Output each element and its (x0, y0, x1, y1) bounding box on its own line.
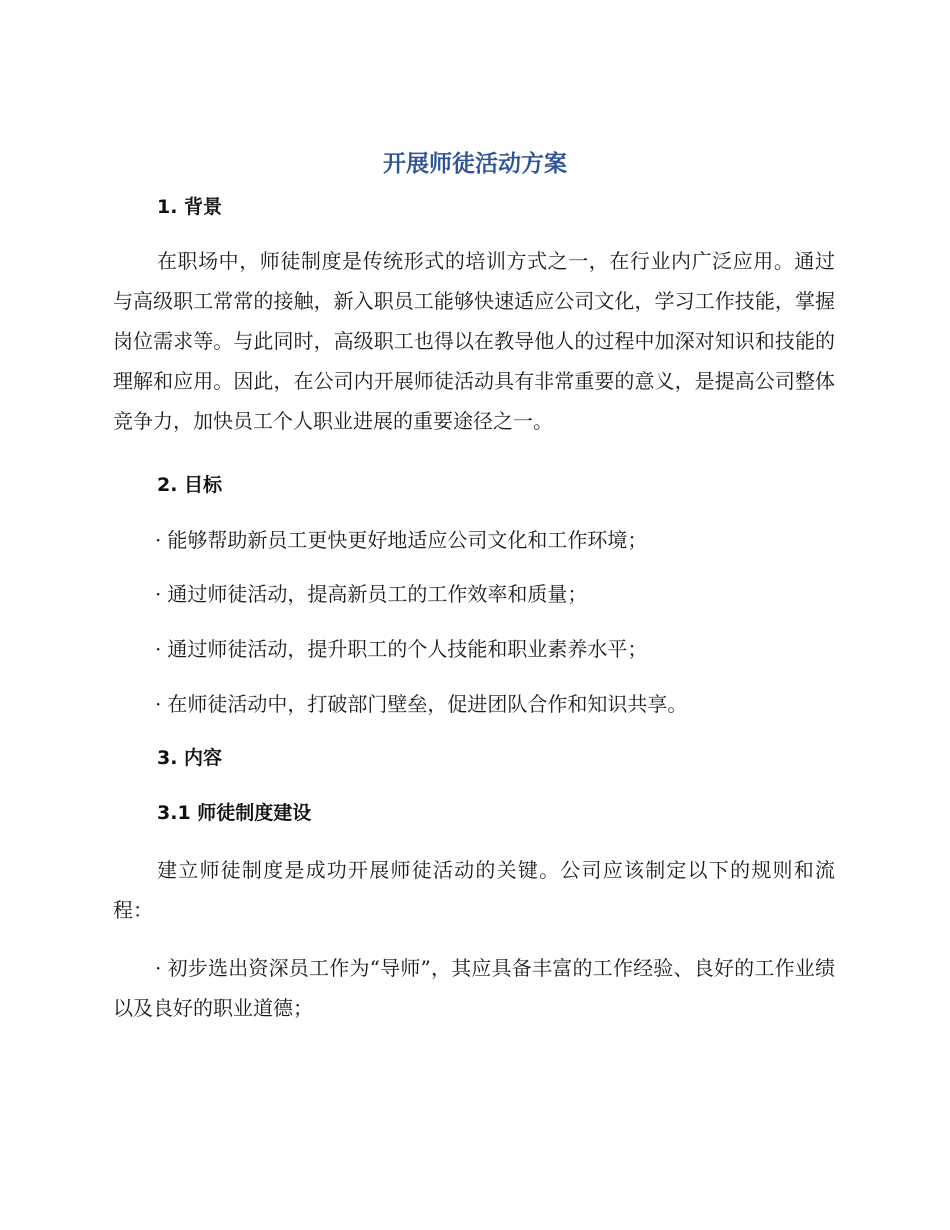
goal-item-text: 通过师徒活动，提高新员工的工作效率和质量； (167, 582, 588, 606)
background-paragraph: 在职场中，师徒制度是传统形式的培训方式之一，在行业内广泛应用。通过与高级职工常常的接触，新入职员工能够快速适应公司文化，学习工作技能，掌握岗位需求等。与此同时，高级职工也得以在教导他人的过程中加深对知识和技能的理解和应用。因此，在公司内开展师徒活动具有非常重要的意义，是提高公司整体竞争力，加快员工个人职业进展的重要途径之一。 (113, 249, 835, 433)
goal-item (155, 580, 835, 608)
section-heading-content: 3. 内容 (157, 747, 223, 769)
bullet-icon: · (155, 637, 162, 661)
mentorship-rule-item (113, 948, 835, 1028)
section-heading-goals: 2. 目标 (157, 474, 223, 496)
bullet-icon: · (155, 692, 162, 716)
goal-item-text: 在师徒活动中，打破部门壁垒，促进团队合作和知识共享。 (167, 692, 688, 716)
subsection-heading-mentorship-system: 3.1 师徒制度建设 (157, 802, 312, 824)
mentorship-rule-text: 初步选出资深员工作为“导师”，其应具备丰富的工作经验、良好的工作业绩以及良好的职业道德； (113, 956, 835, 1020)
bullet-icon: · (155, 956, 162, 980)
goal-item (155, 635, 835, 663)
bullet-icon: · (155, 528, 162, 552)
section-heading-background: 1. 背景 (157, 196, 223, 218)
goal-item-text: 能够帮助新员工更快更好地适应公司文化和工作环境； (167, 528, 648, 552)
bullet-icon: · (155, 582, 162, 606)
goal-item (155, 526, 835, 554)
document-title: 开展师徒活动方案 (383, 151, 567, 177)
mentorship-system-paragraph: 建立师徒制度是成功开展师徒活动的关键。公司应该制定以下的规则和流程： (113, 858, 835, 922)
goal-item-text: 通过师徒活动，提升职工的个人技能和职业素养水平； (167, 637, 648, 661)
goal-item (155, 690, 835, 718)
